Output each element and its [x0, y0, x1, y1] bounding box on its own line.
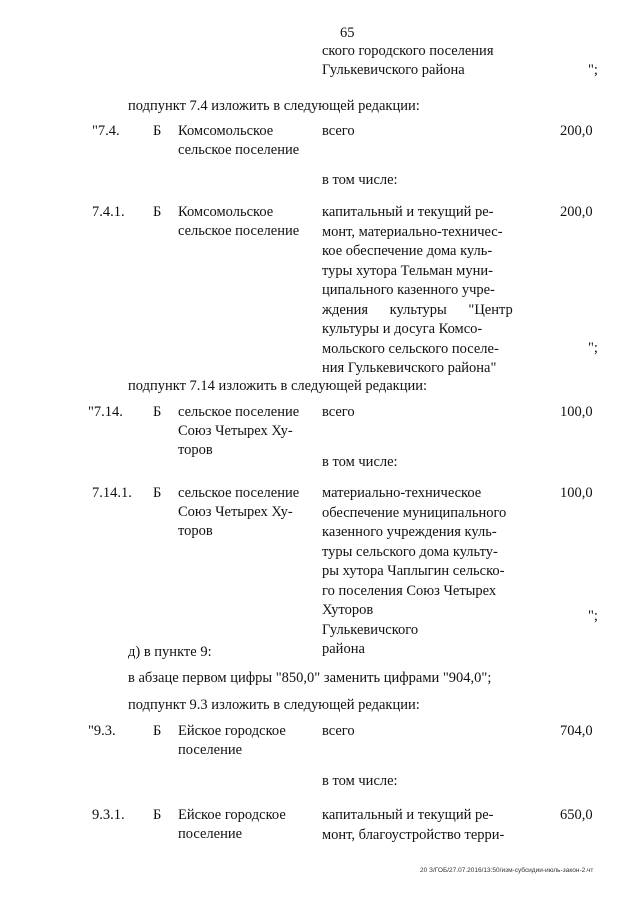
row-9-3-category: Б [153, 723, 162, 739]
row-9-3-1-name-line-2: поселение [178, 826, 243, 842]
row-7-14-1-desc-line: района [322, 641, 365, 657]
row-9-3-1-desc-line: монт, благоустройство терри- [322, 826, 505, 843]
row-7-4-amount: 200,0 [560, 123, 593, 139]
row-7-4-1-number: 7.4.1. [92, 204, 125, 220]
row-7-14-1-name-line-2: Союз Четырех Ху- [178, 504, 293, 520]
row-7-14-1-name-line-3: торов [178, 523, 213, 539]
row-7-14-1-category: Б [153, 485, 162, 501]
row-7-14-1-desc-line: казенного учреждения куль- [322, 524, 497, 540]
row-7-14-1-description [322, 484, 520, 660]
row-9-3-1-name-line-1: Ейское городское [178, 807, 286, 823]
row-7-4-1-desc-line: ния Гулькевичского района" [322, 360, 497, 376]
row-7-4-1-desc-line: капитальный и текущий ре- [322, 204, 494, 220]
row-9-3-name-line-1: Ейское городское [178, 723, 286, 739]
row-9-3-1-desc-line: капитальный и текущий ре- [322, 807, 494, 823]
row-7-4-1-desc-line: мольского сельского поселе- [322, 340, 499, 357]
row-7-4-1-desc-line: культуры и досуга Комсо- [322, 321, 483, 337]
instruction-9-3: подпункт 9.3 изложить в следующей редакции: [128, 697, 420, 713]
row-7-14-name-line-3: торов [178, 442, 213, 458]
header-fragment-line-2: Гулькевичского района [322, 62, 465, 78]
row-7-4-1-name-line-1: Комсомольское [178, 204, 274, 220]
row-7-14-1-desc-line: обеспечение муниципального [322, 504, 507, 521]
row-7-14-description: всего [322, 404, 355, 420]
header-fragment-line-1: ского городского поселения [322, 43, 494, 59]
row-7-14-1-name-line-1: сельское поселение [178, 485, 300, 501]
header-end-mark: "; [588, 62, 598, 78]
row-9-3-1-number: 9.3.1. [92, 807, 125, 823]
row-7-14-1-amount: 100,0 [560, 485, 593, 501]
row-9-3-number: "9.3. [88, 723, 116, 739]
row-7-14-1-desc-line: ры хутора Чаплыгин сельско- [322, 563, 505, 579]
row-9-3-1-category: Б [153, 807, 162, 823]
instruction-7-4: подпункт 7.4 изложить в следующей редакции: [128, 98, 420, 114]
row-9-3-name-line-2: поселение [178, 742, 243, 758]
row-9-3-amount: 704,0 [560, 723, 593, 739]
row-7-4-name-line-2: сельское поселение [178, 142, 300, 158]
instruction-9-abzac: в абзаце первом цифры "850,0" заменить цифрами "904,0"; [128, 670, 492, 686]
instruction-9-intro: д) в пункте 9: [128, 644, 212, 660]
row-9-3-1-amount: 650,0 [560, 807, 593, 823]
row-7-4-1-desc-line: кое обеспечение дома куль- [322, 243, 493, 259]
row-7-4-category: Б [153, 123, 162, 139]
row-7-4-1-desc-line: туры хутора Тельман муни- [322, 262, 493, 279]
row-7-4-1-name-line-2: сельское поселение [178, 223, 300, 239]
row-7-4-1-end-mark: "; [588, 340, 598, 356]
instruction-7-14: подпункт 7.14 изложить в следующей редакции: [128, 378, 428, 394]
row-7-4-including-label: в том числе: [322, 172, 398, 188]
row-7-4-1-desc-line: монт, материально-техничес- [322, 223, 503, 240]
row-7-14-1-desc-line: Хуторов Гулькевичского [322, 602, 419, 638]
row-7-4-name-line-1: Комсомольское [178, 123, 274, 139]
row-7-14-name-line-1: сельское поселение [178, 404, 300, 420]
row-7-14-1-end-mark: "; [588, 608, 598, 624]
row-7-14-1-desc-line: материально-техническое [322, 485, 482, 501]
page-number: 65 [340, 25, 355, 41]
row-9-3-1-description [322, 806, 520, 845]
row-7-14-amount: 100,0 [560, 404, 593, 420]
footer-file-stamp: 20 З/ГОБ/27.07.2016/13:50/изм-субсидии-июль-закон-2.чт [420, 867, 594, 874]
row-7-14-1-desc-line: го поселения Союз Четырех [322, 582, 497, 599]
row-7-14-1-number: 7.14.1. [92, 485, 132, 501]
row-9-3-description: всего [322, 723, 355, 739]
row-7-14-number: "7.14. [88, 404, 123, 420]
row-7-4-1-desc-line: ципального казенного учре- [322, 282, 495, 298]
row-7-4-description: всего [322, 123, 355, 139]
row-9-3-including-label: в том числе: [322, 773, 398, 789]
row-7-4-number: "7.4. [92, 123, 120, 139]
row-7-4-1-amount: 200,0 [560, 204, 593, 220]
row-7-4-1-description [322, 203, 520, 379]
row-7-4-1-category: Б [153, 204, 162, 220]
row-7-14-1-desc-line: туры сельского дома культу- [322, 543, 498, 560]
row-7-14-including-label: в том числе: [322, 454, 398, 470]
row-7-14-name-line-2: Союз Четырех Ху- [178, 423, 293, 439]
row-7-4-1-desc-line: ждения культуры "Центр [322, 301, 513, 318]
row-7-14-category: Б [153, 404, 162, 420]
